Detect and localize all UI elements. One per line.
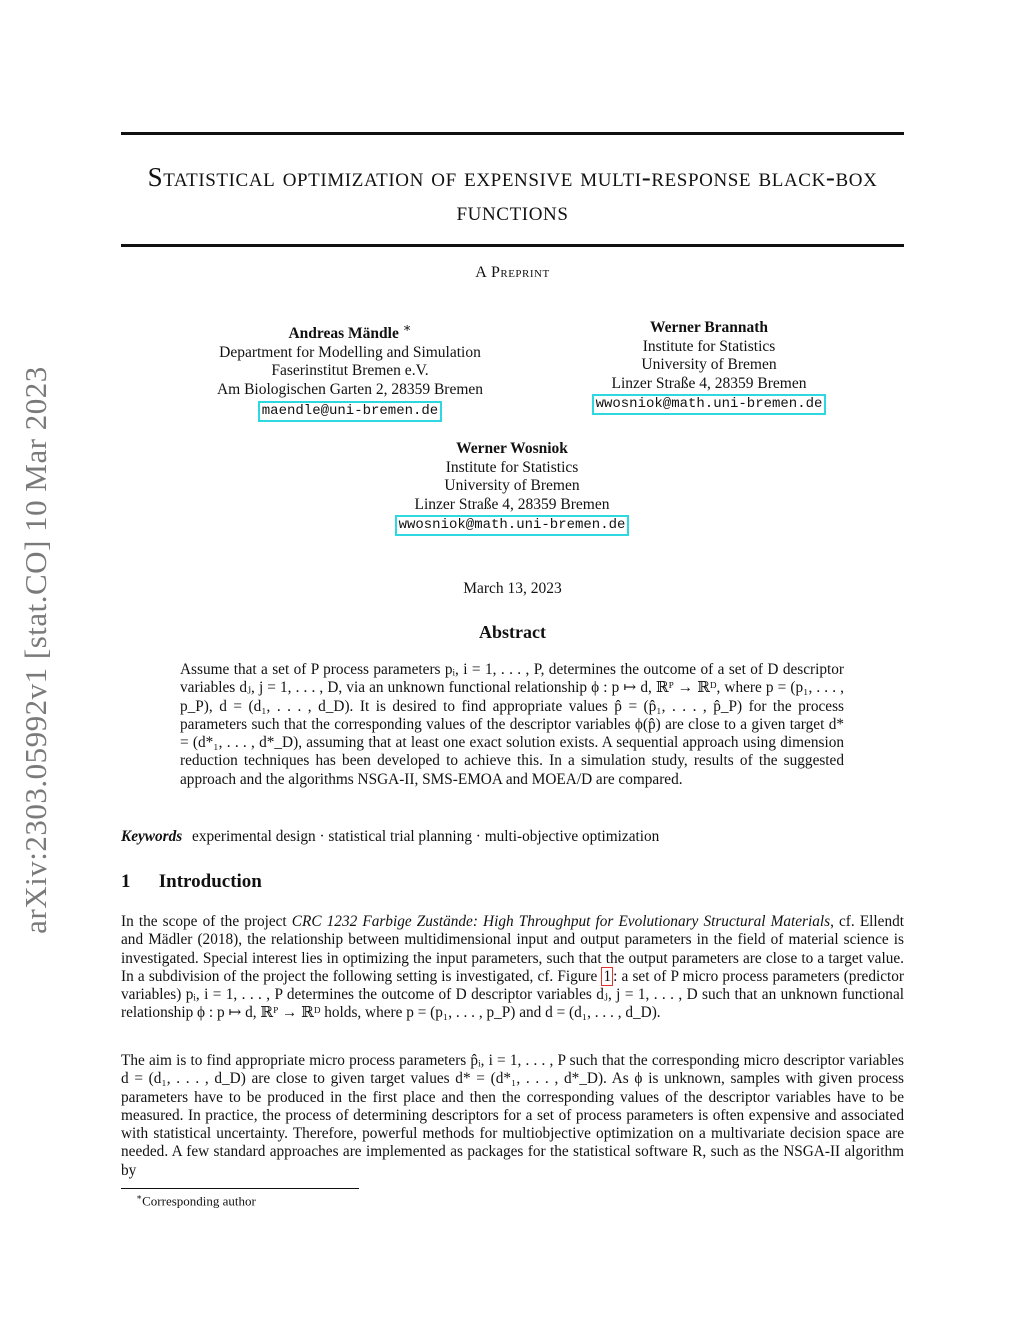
title-rule-top (121, 132, 904, 135)
preprint-label: A Preprint (475, 264, 550, 281)
author-affiliation: Institute for Statistics (445, 458, 579, 476)
intro-p1-middle: , cf. Ellendt and Mädler (2018), the relationship between multidimensional input and output parameters in the field of material science is investigated. Special interest lies in optimizing the input parameters, such that the output parameters are close to a target value. In a subdivision of the project the following setting is investigated, cf. Figure (121, 913, 904, 985)
section-number: 1 (121, 871, 131, 892)
intro-paragraph-1 (121, 913, 904, 1023)
author-address: Am Biologischen Garten 2, 28359 Bremen (216, 380, 484, 398)
footnote (136, 1192, 256, 1209)
author-affiliation: Department for Modelling and Simulation (219, 343, 481, 361)
publication-date: March 13, 2023 (463, 580, 562, 597)
keywords-label: Keywords (121, 828, 183, 845)
abstract-heading: Abstract (479, 622, 546, 642)
footnote-marker: ∗ (136, 1192, 143, 1202)
author-name: Werner Brannath (649, 319, 769, 336)
author-institution: University of Bremen (641, 356, 777, 374)
keywords-line (121, 828, 904, 846)
author-block-mandle (180, 319, 520, 422)
footnote-text: Corresponding author (142, 1193, 256, 1209)
footnote-marker: ∗ (402, 320, 412, 335)
title-rule-bottom (121, 244, 904, 247)
section-heading-introduction (121, 871, 904, 893)
author-name: Werner Wosniok (456, 440, 568, 457)
author-address: Linzer Straße 4, 28359 Bremen (611, 374, 807, 392)
author-address: Linzer Straße 4, 28359 Bremen (414, 495, 610, 513)
author-email-link[interactable]: wwosniok@math.uni-bremen.de (395, 515, 630, 536)
author-block-brannath (578, 319, 840, 415)
paper-title: Statistical optimization of expensive multi-response black-box functions (147, 162, 878, 226)
figure-ref-link[interactable]: 1 (603, 967, 612, 985)
author-block-wosniok (380, 440, 644, 536)
intro-p1-start: In the scope of the project (121, 913, 292, 930)
author-institution: University of Bremen (444, 477, 580, 495)
author-name: Andreas Mändle (288, 325, 399, 343)
footnote-rule (121, 1188, 359, 1189)
intro-paragraph-2: The aim is to find appropriate micro process parameters p̂ᵢ, i = 1, . . . , P such that the corresponding micro descriptor variables d = (d₁, . . . , d_D) are close to given target values d* = (d*₁, . . . , d*_D). As ϕ is unknown, samples with given process parameters have to be produced in the first place and then the corresponding values of the descriptor variables have to be measured. In practice, the process of determining descriptors for a set of process parameters is often expensive and associated with statistical uncertainty. Therefore, powerful methods for multiobjective optimization on a multivariate decision space are needed. A few standard approaches are implemented as packages for the statistical software R, such as the NSGA-II algorithm by (121, 1052, 904, 1179)
author-name-line (180, 319, 520, 344)
author-institution: Faserinstitut Bremen e.V. (271, 362, 429, 380)
section-title: Introduction (158, 871, 262, 892)
project-name: CRC 1232 Farbige Zustände: High Throughput for Evolutionary Structural Materials (291, 913, 831, 930)
arxiv-identifier: arXiv:2303.05992v1 [stat.CO] 10 Mar 2023 (18, 366, 53, 934)
keywords-text: experimental design · statistical trial planning · multi-objective optimization (192, 828, 660, 845)
abstract-text: Assume that a set of P process parameters pᵢ, i = 1, . . . , P, determines the outcome of a set of D descriptor variables dⱼ, j = 1, . . . , D, via an unknown functional relationship ϕ : p ↦ d, ℝᴾ → ℝᴰ, where p = (p₁, . . . , p_P), d = (d₁, . . . , d_D). It is desired to find appropriate values p̂ = (p̂₁, . . . , p̂_P) for the process parameters such that the corresponding values of the descriptor variables ϕ(p̂) are close to a given target d* = (d*₁, . . . , d*_D), assuming that at least one exact solution exists. A sequential approach using dimension reduction techniques has been developed to achieve this. In a simulation study, results of the suggested approach and the algorithms NSGA-II, SMS-EMOA and MOEA/D are compared. (180, 661, 844, 788)
author-affiliation: Institute for Statistics (642, 337, 776, 355)
author-email-link[interactable]: maendle@uni-bremen.de (258, 401, 442, 422)
intro-p1-end: : a set of P micro process parameters (predictor variables) pᵢ, i = 1, . . . , P determines the outcome of D descriptor variables dⱼ, j = 1, . . . , D such that an unknown functional relationship ϕ : p ↦ d, ℝᴾ → ℝᴰ holds, where p = (p₁, . . . , p_P) and d = (d₁, . . . , d_D). (121, 967, 905, 1022)
author-email-link[interactable]: wwosniok@math.uni-bremen.de (592, 394, 827, 415)
